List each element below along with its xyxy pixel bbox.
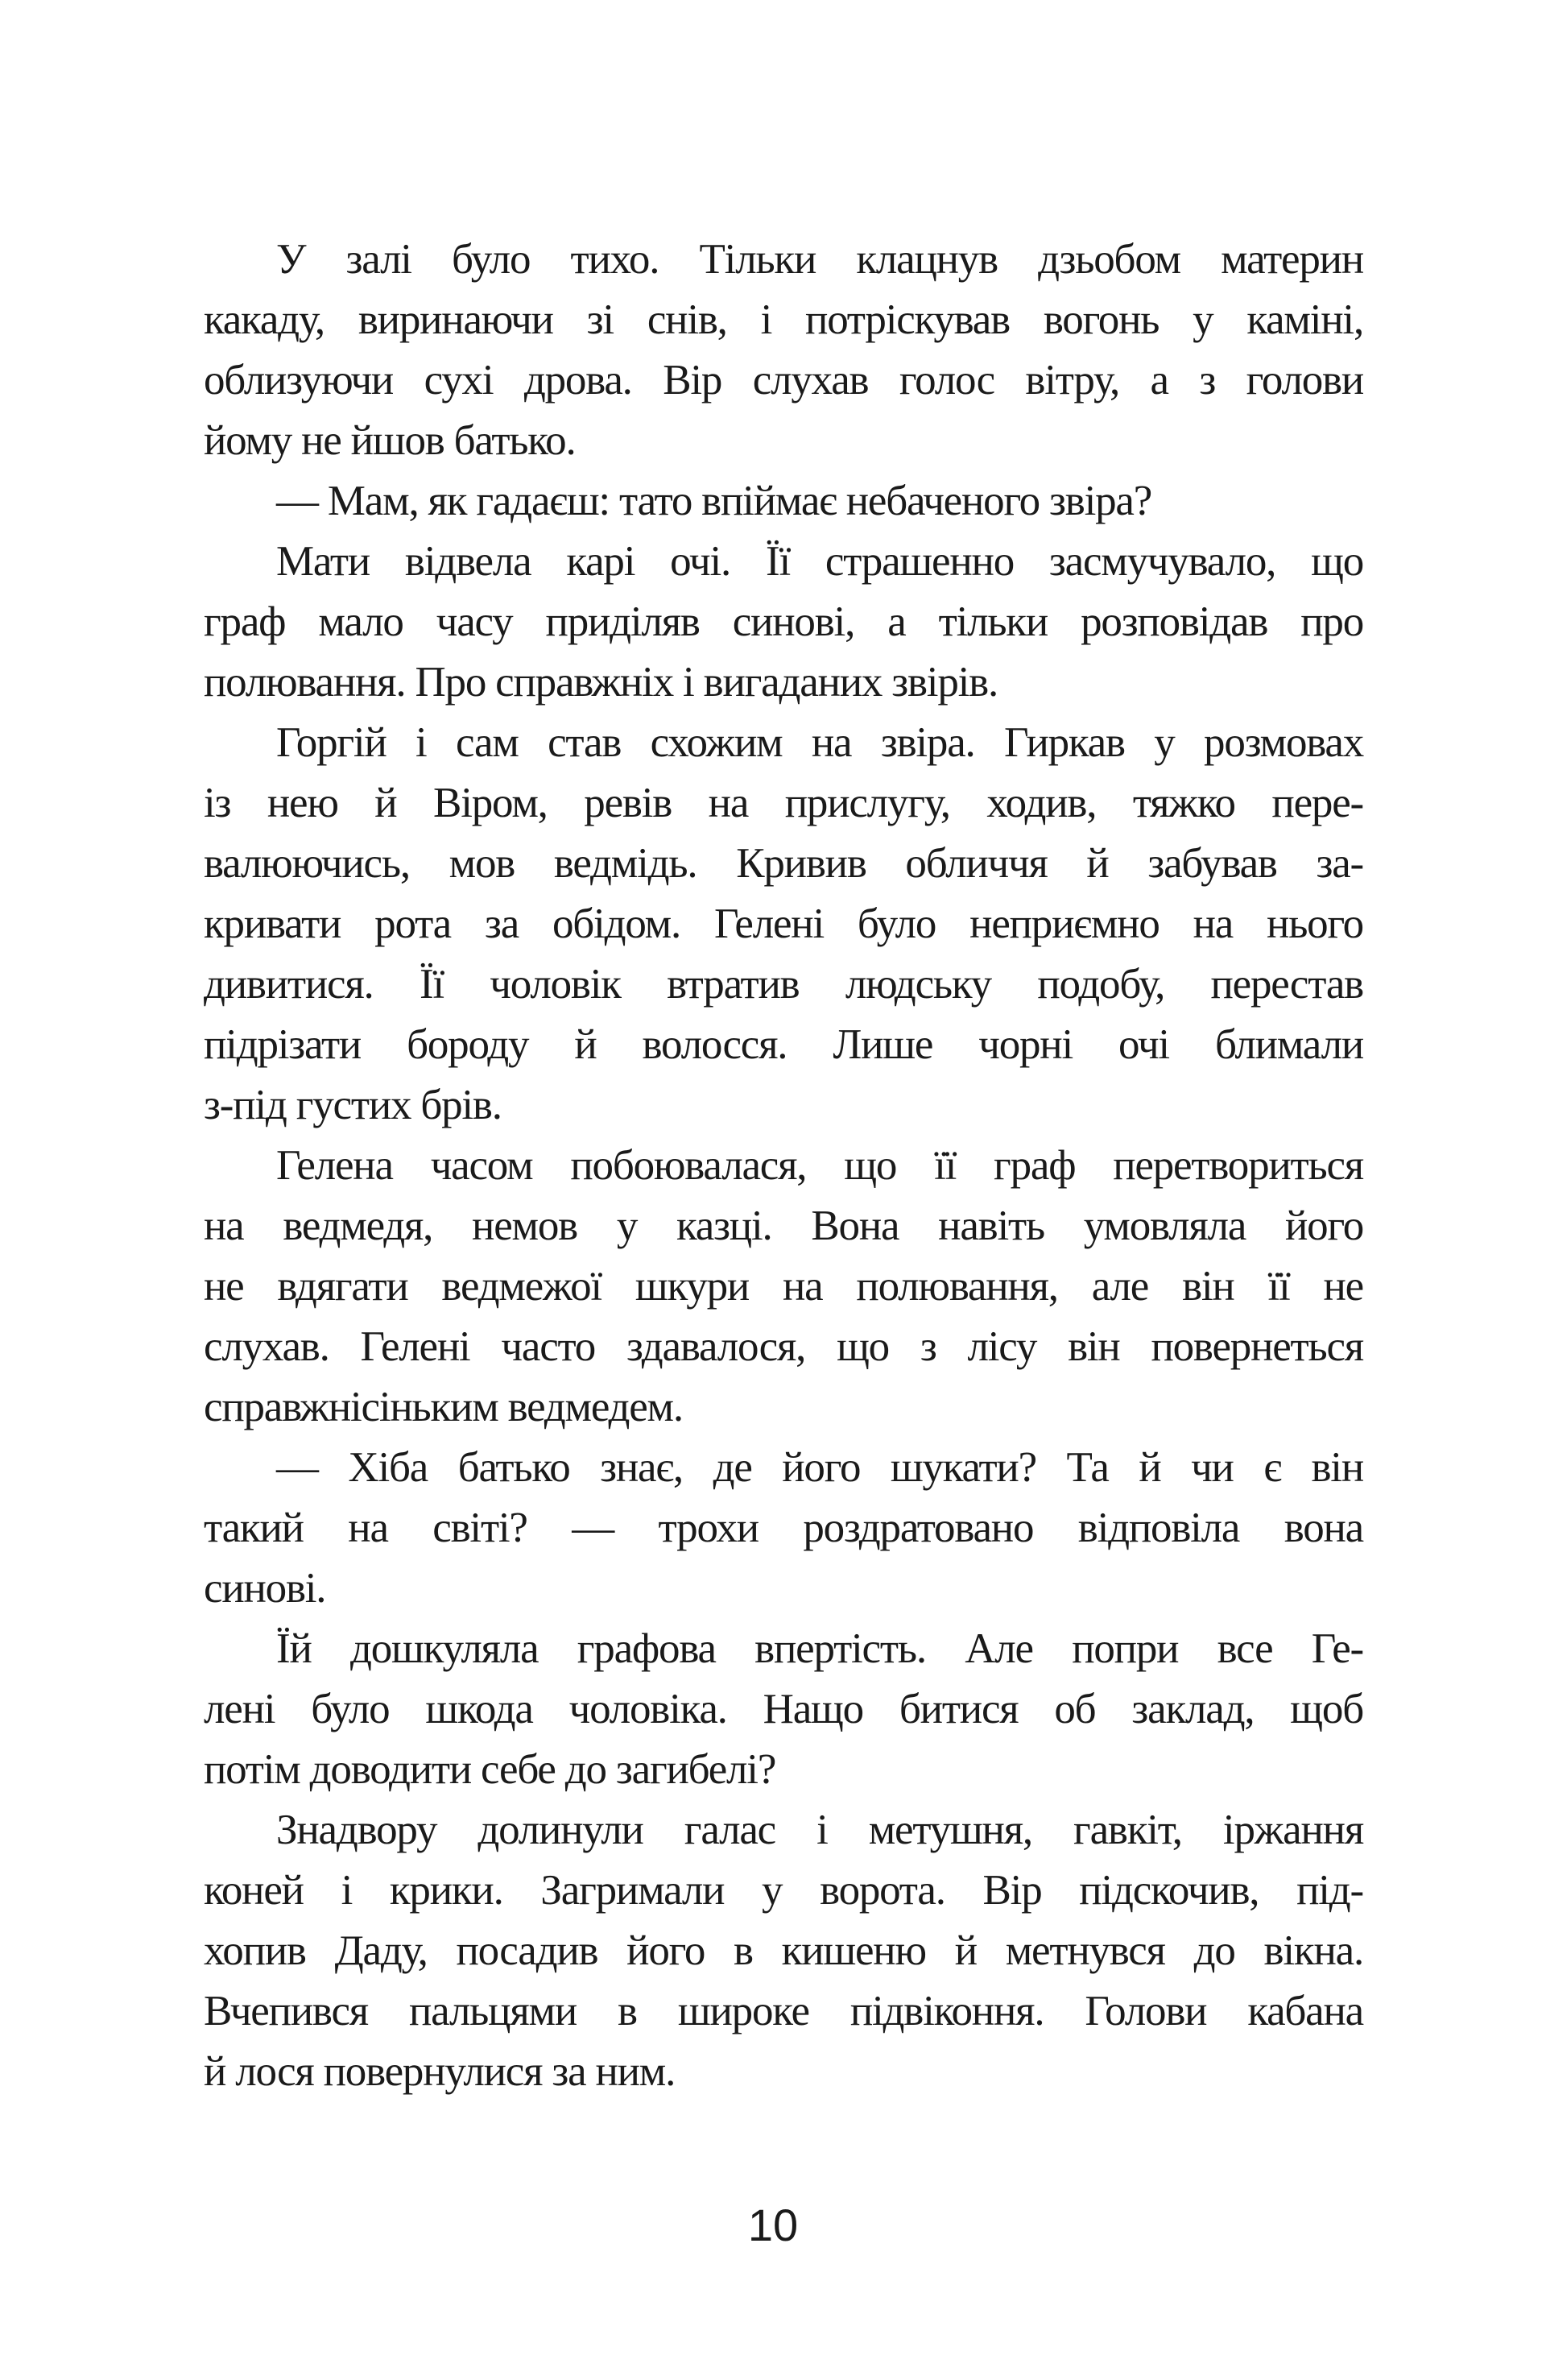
paragraph (204, 1136, 1363, 1438)
body-text (204, 230, 1363, 2102)
text-line: Знадвору долинули галас і метушня, гавкіт, іржання (276, 1807, 1363, 1853)
text-line: потім доводити себе до загибелі? (204, 1746, 776, 1793)
text-line: на ведмедя, немов у казці. Вона навіть умовляла його (204, 1202, 1363, 1249)
text-line: такий на світі? — трохи роздратовано відповіла вона (204, 1505, 1363, 1551)
page-number: 10 (747, 2200, 799, 2250)
text-line: дивитися. Її чоловік втратив людську подобу, перестав (204, 961, 1363, 1008)
text-line: валюючись, мов ведмідь. Кривив обличчя й забував за- (204, 840, 1363, 887)
text-line: Горгій і сам став схожим на звіра. Гиркав у розмовах (276, 719, 1363, 766)
text-line: справжнісіньким ведмедем. (204, 1384, 683, 1430)
paragraph (204, 1438, 1363, 1619)
text-line: Гелена часом побоювалася, що її граф перетвориться (276, 1142, 1363, 1189)
text-line: не вдягати ведмежої шкури на полювання, але він її не (204, 1263, 1363, 1310)
text-line: з-під густих брів. (204, 1082, 502, 1128)
text-line: — Мам, як гадаєш: тато впіймає небаченого звіра? (276, 478, 1152, 524)
text-line: полювання. Про справжніх і вигаданих звірів. (204, 659, 998, 706)
paragraph (204, 471, 1363, 532)
paragraph (204, 1800, 1363, 2102)
text-line: підрізати бороду й волосся. Лише чорні очі блимали (204, 1021, 1363, 1068)
text-line: Вчепився пальцями в широке підвіконня. Голови кабана (204, 1988, 1363, 2034)
text-line: й лося повернулися за ним. (204, 2048, 676, 2095)
text-line: синові. (204, 1565, 326, 1612)
text-line: Їй дошкуляла графова впертість. Але попри все Ге- (276, 1625, 1363, 1672)
text-line: Мати відвела карі очі. Її страшенно засмучувало, що (276, 538, 1363, 585)
paragraph (204, 532, 1363, 713)
paragraph (204, 1619, 1363, 1800)
text-line: какаду, виринаючи зі снів, і потріскував вогонь у каміні, (204, 296, 1363, 343)
text-line: із нею й Віром, ревів на прислугу, ходив, тяжко пере- (204, 780, 1363, 826)
text-line: У залі було тихо. Тільки клацнув дзьобом материн (276, 236, 1363, 283)
text-line: кривати рота за обідом. Гелені було неприємно на нього (204, 900, 1363, 947)
paragraph (204, 230, 1363, 471)
text-line: лені було шкода чоловіка. Нащо битися об заклад, щоб (204, 1686, 1363, 1732)
text-line: коней і крики. Загримали у ворота. Вір підскочив, під- (204, 1867, 1363, 1914)
text-line: облизуючи сухі дрова. Вір слухав голос вітру, а з голови (204, 357, 1363, 404)
text-line: слухав. Гелені часто здавалося, що з лісу він повернеться (204, 1323, 1363, 1370)
text-line: — Хіба батько знає, де його шукати? Та й чи є він (276, 1444, 1363, 1491)
text-line: йому не йшов батько. (204, 417, 576, 464)
text-line: граф мало часу приділяв синові, а тільки розповідав про (204, 598, 1363, 645)
paragraph (204, 713, 1363, 1136)
text-line: хопив Даду, посадив його в кишеню й метнувся до вікна. (204, 1927, 1363, 1974)
